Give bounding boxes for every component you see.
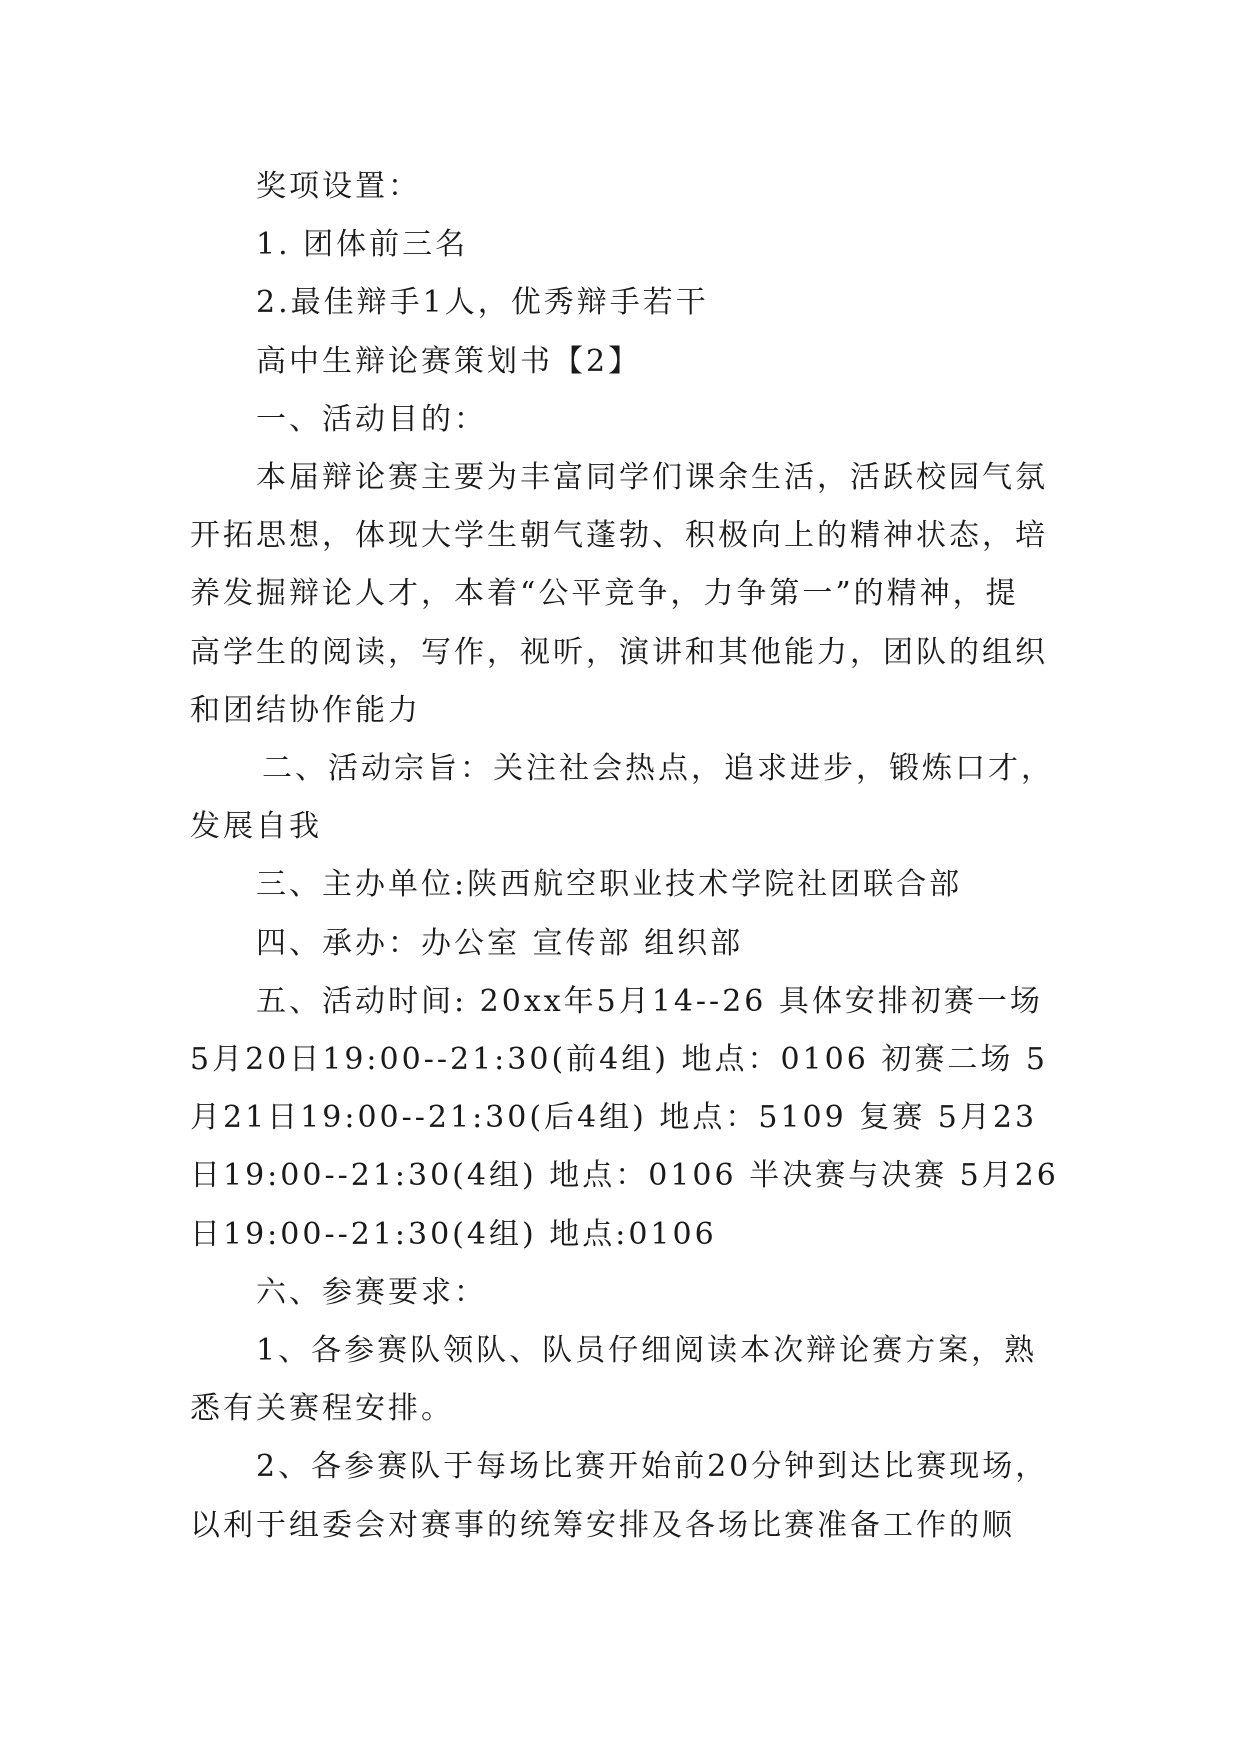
requirements-heading: 六、参赛要求： bbox=[256, 1274, 487, 1310]
purpose-line-4: 高学生的阅读，写作，视听，演讲和其他能力，团队的组织 bbox=[190, 634, 1048, 670]
requirement-2-line-2: 以利于组委会对赛事的统筹安排及各场比赛准备工作的顺 bbox=[190, 1507, 1015, 1543]
requirement-2-line-1: 2、各参赛队于每场比赛开始前20分钟到达比赛现场， bbox=[256, 1449, 1049, 1485]
award-item-2: 2.最佳辩手1人，优秀辩手若干 bbox=[256, 285, 709, 321]
purpose-line-3: 养发掘辩论人才，本着“公平竞争，力争第一”的精神，提 bbox=[190, 576, 1019, 612]
purpose-line-5: 和团结协作能力 bbox=[190, 692, 421, 728]
aim-line-2: 发展自我 bbox=[190, 809, 322, 845]
aim-line-1: 二、活动宗旨：关注社会热点，追求进步，锻炼口才， bbox=[262, 751, 1054, 787]
organizer-line: 四、承办：办公室 宣传部 组织部 bbox=[256, 925, 744, 961]
document-body bbox=[190, 158, 1059, 1555]
schedule-line-5: 日19:00--21:30(4组) 地点:0106 bbox=[190, 1216, 717, 1252]
schedule-line-1: 五、活动时间: 20xx年5月14--26 具体安排初赛一场 bbox=[256, 983, 1043, 1019]
award-item-1: 1. 团体前三名 bbox=[256, 227, 469, 263]
awards-heading: 奖项设置： bbox=[256, 169, 421, 204]
purpose-line-1: 本届辩论赛主要为丰富同学们课余生活，活跃校园气氛 bbox=[256, 460, 1048, 496]
purpose-line-2: 开拓思想，体现大学生朝气蓬勃、积极向上的精神状态，培 bbox=[190, 518, 1048, 554]
schedule-line-3: 月21日19:00--21:30(后4组) 地点：5109 复赛 5月23 bbox=[190, 1100, 1038, 1136]
purpose-heading: 一、活动目的： bbox=[256, 401, 487, 437]
schedule-line-2: 5月20日19:00--21:30(前4组) 地点：0106 初赛二场 5 bbox=[190, 1042, 1048, 1078]
host-line: 三、主办单位:陕西航空职业技术学院社团联合部 bbox=[256, 867, 963, 903]
requirement-1-line-2: 悉有关赛程安排。 bbox=[190, 1391, 454, 1427]
schedule-line-4: 日19:00--21:30(4组) 地点：0106 半决赛与决赛 5月26 bbox=[190, 1158, 1059, 1194]
section-title: 高中生辩论赛策划书【2】 bbox=[256, 343, 642, 379]
requirement-1-line-1: 1、各参赛队领队、队员仔细阅读本次辩论赛方案，熟 bbox=[256, 1333, 1038, 1369]
